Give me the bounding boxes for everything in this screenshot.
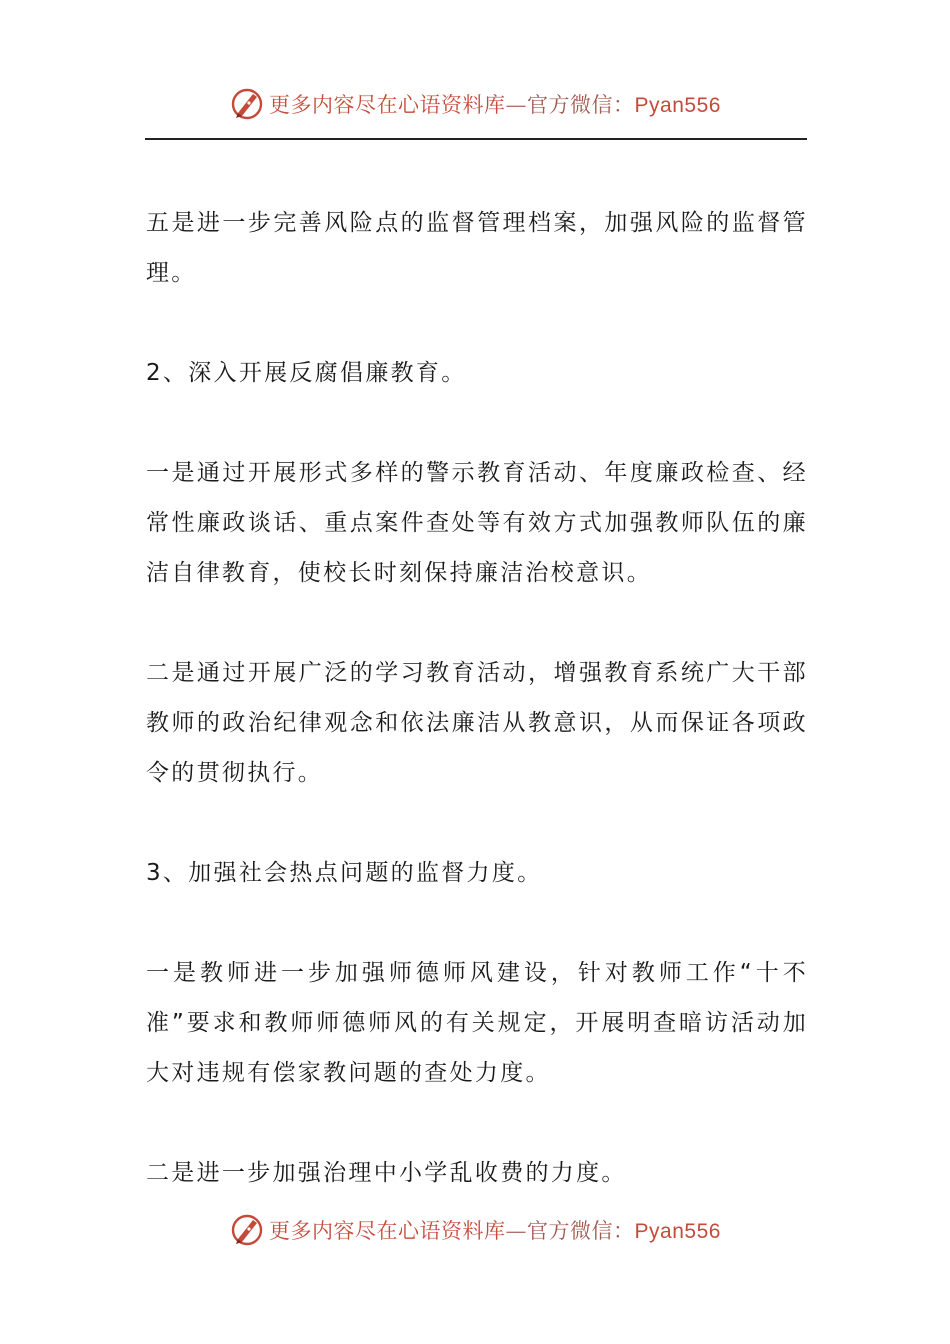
paragraph: 二是通过开展广泛的学习教育活动，增强教育系统广大干部教师的政治纪律观念和依法廉洁从教意识，从而保证各项政令的贯彻执行。 xyxy=(146,660,808,786)
paragraph: 一是教师进一步加强师德师风建设，针对教师工作“十不准”要求和教师师德师风的有关规定，开展明查暗访活动加大对违规有偿家教问题的查处力度。 xyxy=(146,960,808,1086)
pen-in-circle-icon xyxy=(229,1212,265,1248)
paragraph: 二是进一步加强治理中小学乱收费的力度。 xyxy=(146,1160,627,1186)
paragraph-gap xyxy=(146,1098,808,1148)
header-brand-text: 更多内容尽在心语资料库 xyxy=(269,93,506,117)
header-divider xyxy=(145,138,807,140)
footer-dash: — xyxy=(505,1219,528,1243)
document-body xyxy=(146,198,808,1198)
paragraph-gap xyxy=(146,798,808,848)
pen-in-circle-icon xyxy=(229,86,265,122)
header-banner xyxy=(0,84,950,124)
footer-banner xyxy=(0,1210,950,1250)
section-heading: 3、加强社会热点问题的监督力度。 xyxy=(146,860,543,886)
footer-brand-text: 更多内容尽在心语资料库 xyxy=(269,1219,506,1243)
footer-wechat-id: Pyan556 xyxy=(634,1220,721,1243)
header-wechat-label: 官方微信： xyxy=(527,93,635,117)
paragraph: 五是进一步完善风险点的监督管理档案，加强风险的监督管理。 xyxy=(146,210,808,286)
footer-text xyxy=(269,1215,721,1245)
header-dash: — xyxy=(505,93,528,117)
paragraph-gap xyxy=(146,898,808,948)
paragraph-gap xyxy=(146,398,808,448)
header-text xyxy=(269,89,721,119)
footer-wechat-label: 官方微信： xyxy=(527,1219,635,1243)
paragraph: 一是通过开展形式多样的警示教育活动、年度廉政检查、经常性廉政谈话、重点案件查处等有效方式加强教师队伍的廉洁自律教育，使校长时刻保持廉洁治校意识。 xyxy=(146,460,808,586)
section-heading: 2、深入开展反腐倡廉教育。 xyxy=(146,360,467,386)
header-wechat-id: Pyan556 xyxy=(634,94,721,117)
paragraph-gap xyxy=(146,598,808,648)
paragraph-gap xyxy=(146,298,808,348)
